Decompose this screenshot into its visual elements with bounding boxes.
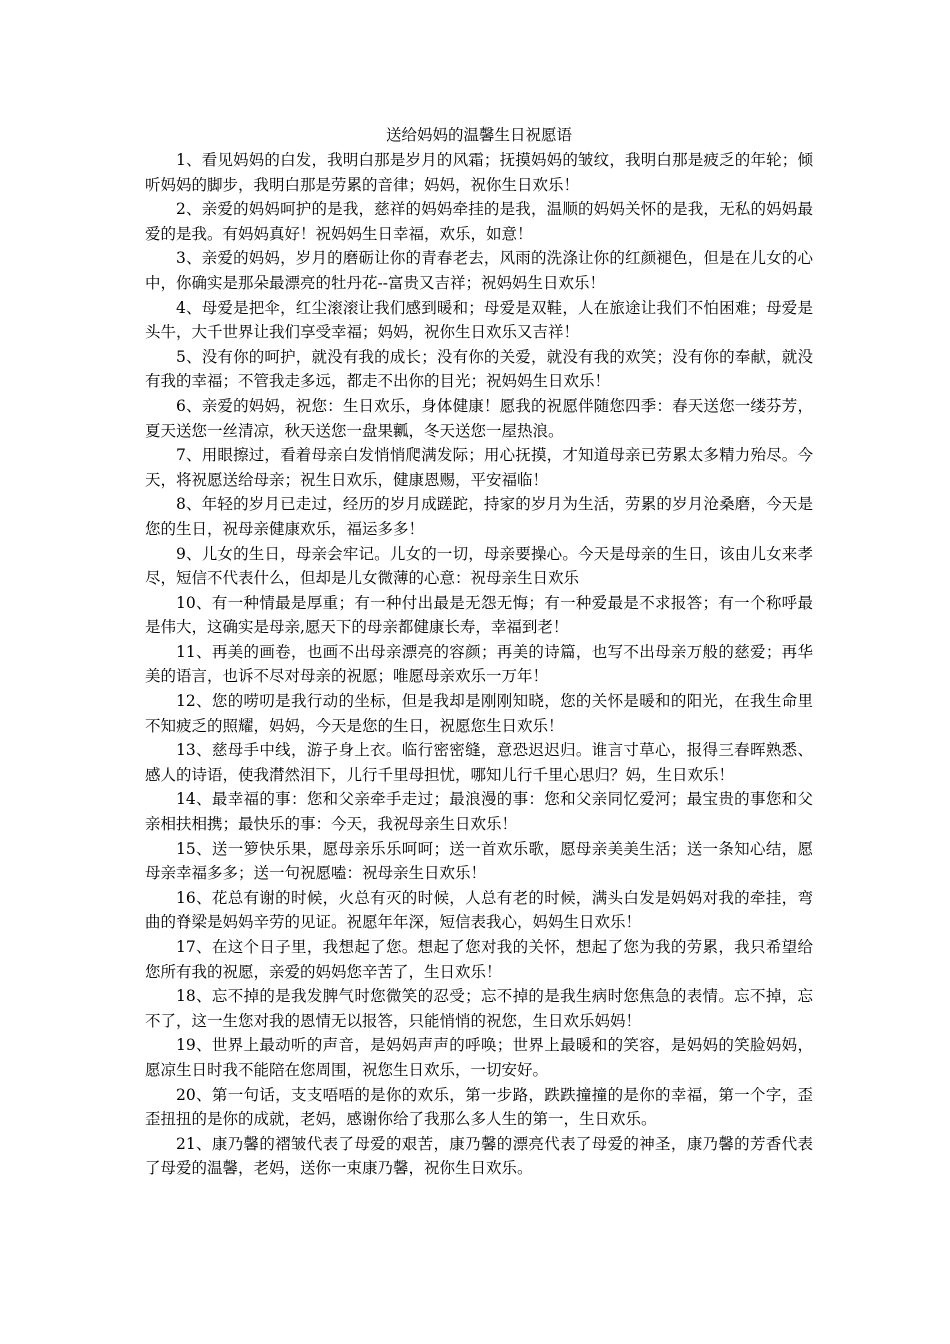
paragraph-7: 7、用眼擦过，看着母亲白发悄悄爬满发际；用心抚摸，才知道母亲已劳累太多精力殆尽。今天，将祝愿送给母亲；祝生日欢乐，健康恩赐，平安福临！ <box>145 446 813 489</box>
paragraph-9: 9、儿女的生日，母亲会牢记。儿女的一切，母亲要操心。今天是母亲的生日，该由儿女来孝尽，短信不代表什么，但却是儿女微薄的心意：祝母亲生日欢乐 <box>145 544 813 588</box>
paragraph-2: 2、亲爱的妈妈呵护的是我，慈祥的妈妈牵挂的是我，温顺的妈妈关怀的是我，无私的妈妈最爱的是我。有妈妈真好！祝妈妈生日幸福，欢乐，如意！ <box>145 200 813 243</box>
paragraph-20: 20、第一句话，支支唔唔的是你的欢乐，第一步路，跌跌撞撞的是你的幸福，第一个字，歪歪扭扭的是你的成就，老妈，感谢你给了我那么多人生的第一，生日欢乐。 <box>145 1085 813 1129</box>
paragraph-12: 12、您的唠叨是我行动的坐标，但是我却是刚刚知晓，您的关怀是暖和的阳光，在我生命里不知疲乏的照耀，妈妈，今天是您的生日，祝愿您生日欢乐！ <box>145 692 813 735</box>
paragraph-10: 10、有一种情最是厚重；有一种付出最是无怨无悔；有一种爱最是不求报答；有一个称呼最是伟大，这确实是母亲,愿天下的母亲都健康长寿，幸福到老！ <box>145 593 813 637</box>
paragraph-5: 5、没有你的呵护，就没有我的成长；没有你的关爱，就没有我的欢笑；没有你的奉献，就没有我的幸福；不管我走多远，都走不出你的目光；祝妈妈生日欢乐！ <box>145 347 813 391</box>
paragraph-18: 18、忘不掉的是我发脾气时您微笑的忍受；忘不掉的是我生病时您焦急的表情。忘不掉，忘不了，这一生您对我的恩情无以报答，只能悄悄的祝您，生日欢乐妈妈！ <box>145 987 813 1030</box>
document-page <box>145 122 813 1181</box>
paragraph-14: 14、最幸福的事：您和父亲牵手走过；最浪漫的事：您和父亲同忆爱河；最宝贵的事您和父亲相扶相携；最快乐的事：今天，我祝母亲生日欢乐！ <box>145 790 813 834</box>
paragraph-6: 6、亲爱的妈妈，祝您：生日欢乐，身体健康！愿我的祝愿伴随您四季：春天送您一缕芬芳，夏天送您一丝清凉，秋天送您一盘果瓤，冬天送您一屋热浪。 <box>145 396 813 440</box>
paragraph-13: 13、慈母手中线，游子身上衣。临行密密缝，意恐迟迟归。谁言寸草心，报得三春晖熟悉、感人的诗语，使我潸然泪下，儿行千里母担忧，哪知儿行千里心思归？妈，生日欢乐！ <box>145 741 813 784</box>
paragraph-3: 3、亲爱的妈妈，岁月的磨砺让你的青春老去，风雨的洗涤让你的红颜褪色，但是在儿女的心中，你确实是那朵最漂亮的牡丹花--富贵又吉祥；祝妈妈生日欢乐！ <box>145 249 813 292</box>
paragraph-16: 16、花总有谢的时候，火总有灭的时候，人总有老的时候，满头白发是妈妈对我的牵挂，弯曲的脊梁是妈妈辛劳的见证。祝愿年年深，短信表我心，妈妈生日欢乐！ <box>145 888 813 932</box>
paragraph-8: 8、年轻的岁月已走过，经历的岁月成蹉跎，持家的岁月为生活，劳累的岁月沧桑磨，今天是您的生日，祝母亲健康欢乐，福运多多！ <box>145 495 813 538</box>
paragraph-19: 19、世界上最动听的声音，是妈妈声声的呼唤；世界上最暖和的笑容，是妈妈的笑脸妈妈，愿凉生日时我不能陪在您周围，祝您生日欢乐，一切安好。 <box>145 1036 813 1079</box>
document-title: 送给妈妈的温馨生日祝愿语 <box>385 126 572 144</box>
paragraph-4: 4、母爱是把伞，红尘滚滚让我们感到暖和；母爱是双鞋，人在旅途让我们不怕困难；母爱是头牛，大千世界让我们享受幸福；妈妈，祝你生日欢乐又吉祥！ <box>145 298 813 342</box>
paragraph-11: 11、再美的画卷，也画不出母亲漂亮的容颜；再美的诗篇，也写不出母亲万般的慈爱；再华美的语言，也诉不尽对母亲的祝愿；唯愿母亲欢乐一万年！ <box>145 642 813 686</box>
paragraph-15: 15、送一箩快乐果，愿母亲乐乐呵呵；送一首欢乐歌，愿母亲美美生活；送一条知心结，愿母亲幸福多多；送一句祝愿嗑：祝母亲生日欢乐！ <box>145 839 813 883</box>
paragraph-17: 17、在这个日子里，我想起了您。想起了您对我的关怀，想起了您为我的劳累，我只希望给您所有我的祝愿，亲爱的妈妈您辛苦了，生日欢乐！ <box>145 938 813 981</box>
paragraph-21: 21、康乃馨的褶皱代表了母爱的艰苦，康乃馨的漂亮代表了母爱的神圣，康乃馨的芳香代表了母爱的温馨，老妈，送你一束康乃馨，祝你生日欢乐。 <box>145 1134 813 1178</box>
paragraph-1: 1、看见妈妈的白发，我明白那是岁月的风霜；抚摸妈妈的皱纹，我明白那是疲乏的年轮；倾听妈妈的脚步，我明白那是劳累的音律；妈妈，祝你生日欢乐！ <box>145 151 813 194</box>
